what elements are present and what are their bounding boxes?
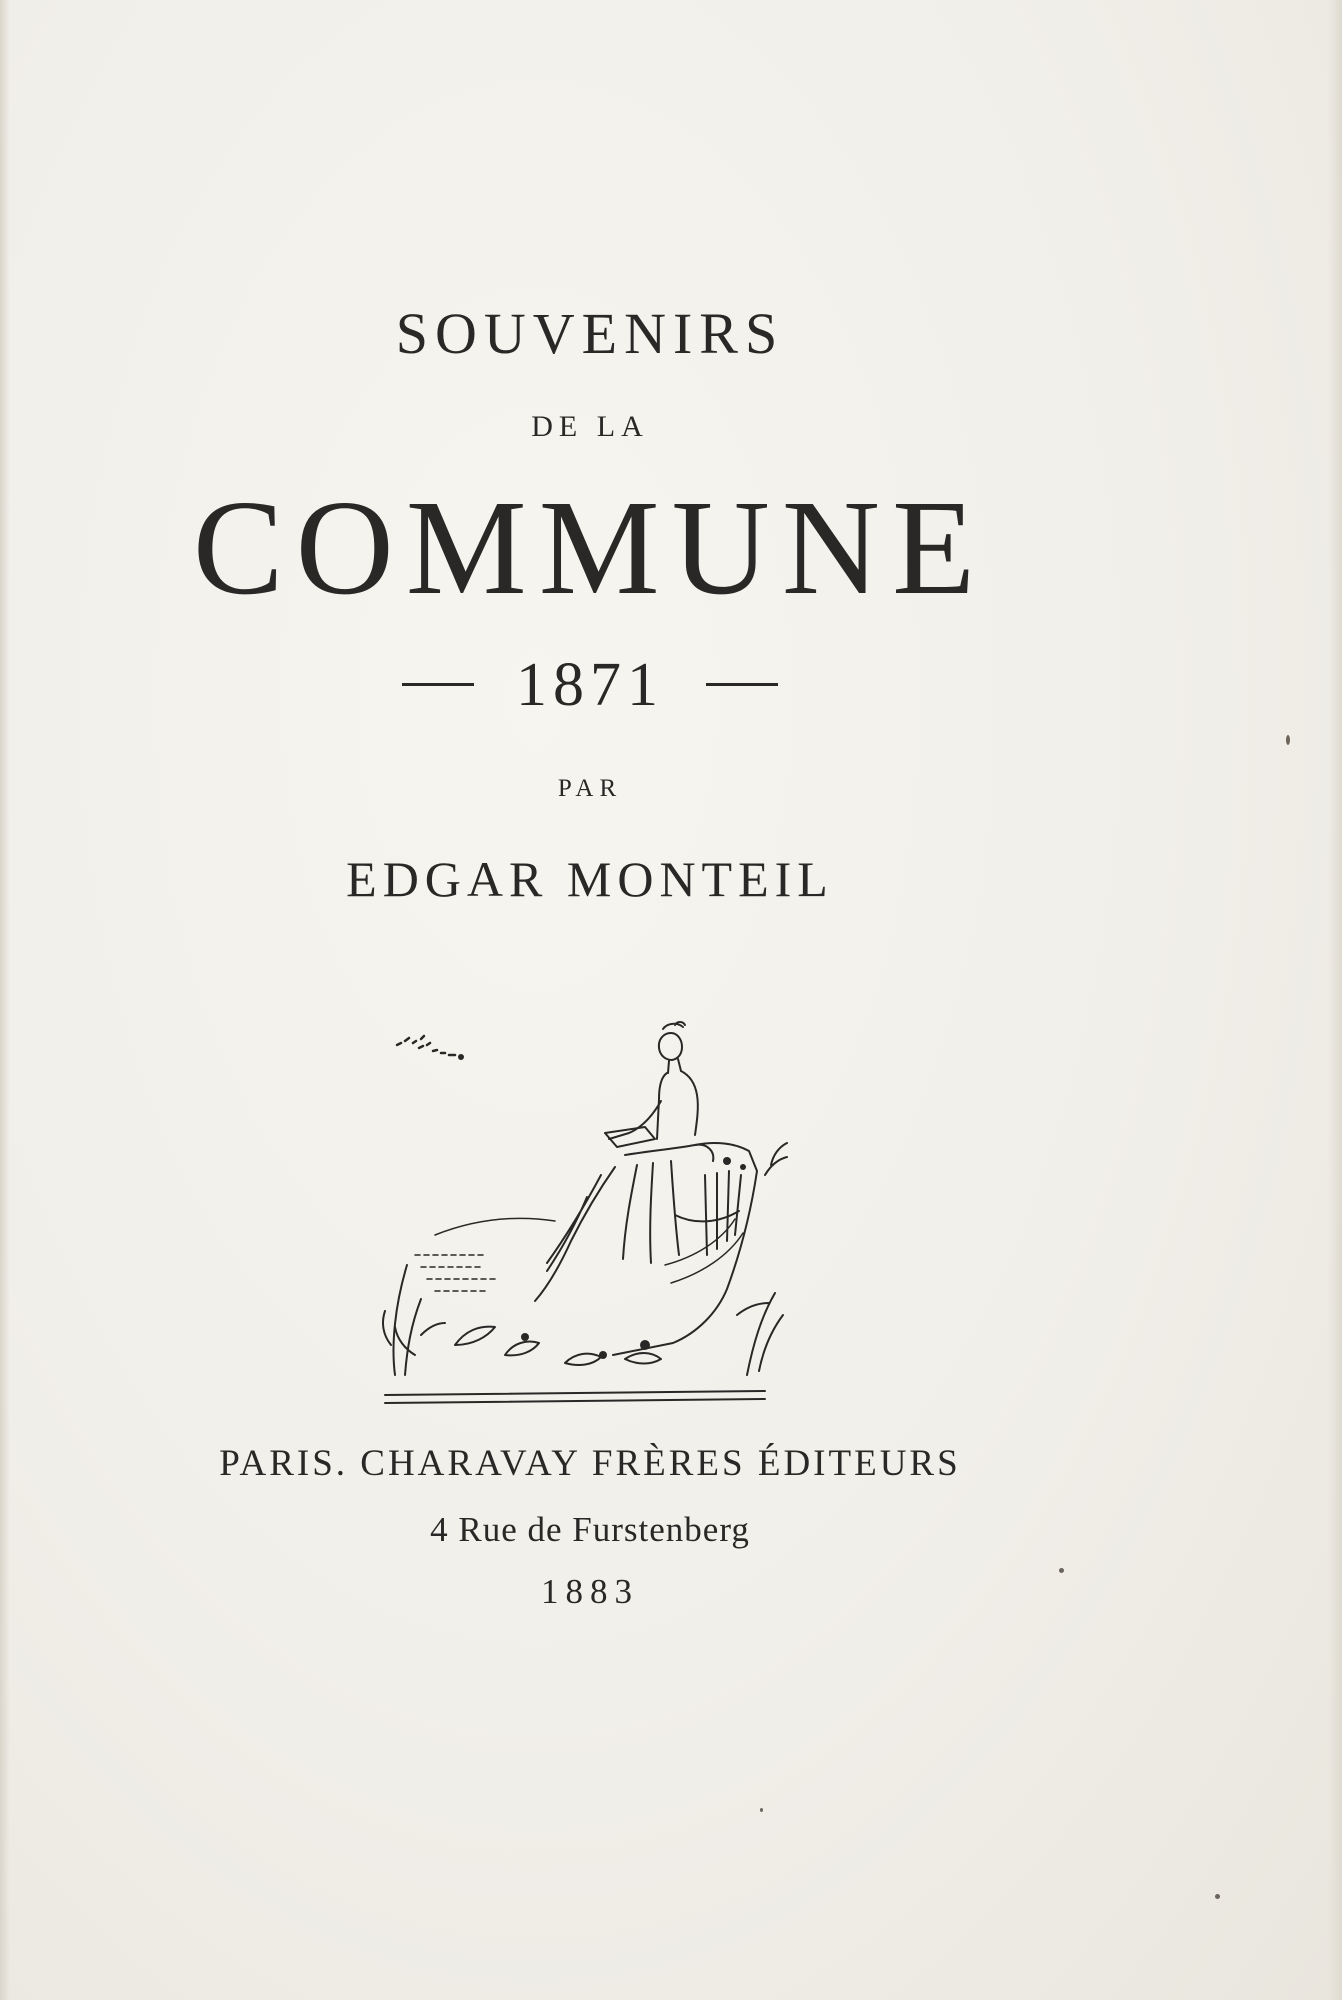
publisher-line: PARIS. CHARAVAY FRÈRES ÉDITEURS	[219, 1443, 961, 1484]
title-line-souvenirs: SOUVENIRS	[395, 301, 785, 366]
paper-speck	[1059, 1568, 1064, 1573]
title-year: 1871	[516, 651, 664, 719]
by-label: PAR	[557, 775, 623, 802]
right-rule	[706, 683, 778, 686]
title-year-row	[0, 650, 1180, 721]
paper-speck	[1286, 735, 1290, 745]
page-edge-shadow	[1328, 0, 1342, 2000]
publisher-address: 4 Rue de Furstenberg	[430, 1510, 750, 1549]
author-name: EDGAR MONTEIL	[346, 851, 834, 907]
engraving-woman-seated-on-rock-icon	[375, 1015, 795, 1425]
publication-year: 1883	[541, 1572, 639, 1611]
left-rule	[402, 683, 474, 686]
title-line-de-la: DE LA	[531, 410, 649, 443]
paper-speck	[1215, 1894, 1220, 1899]
main-title: COMMUNE	[192, 473, 988, 623]
paper-speck	[760, 1808, 763, 1812]
